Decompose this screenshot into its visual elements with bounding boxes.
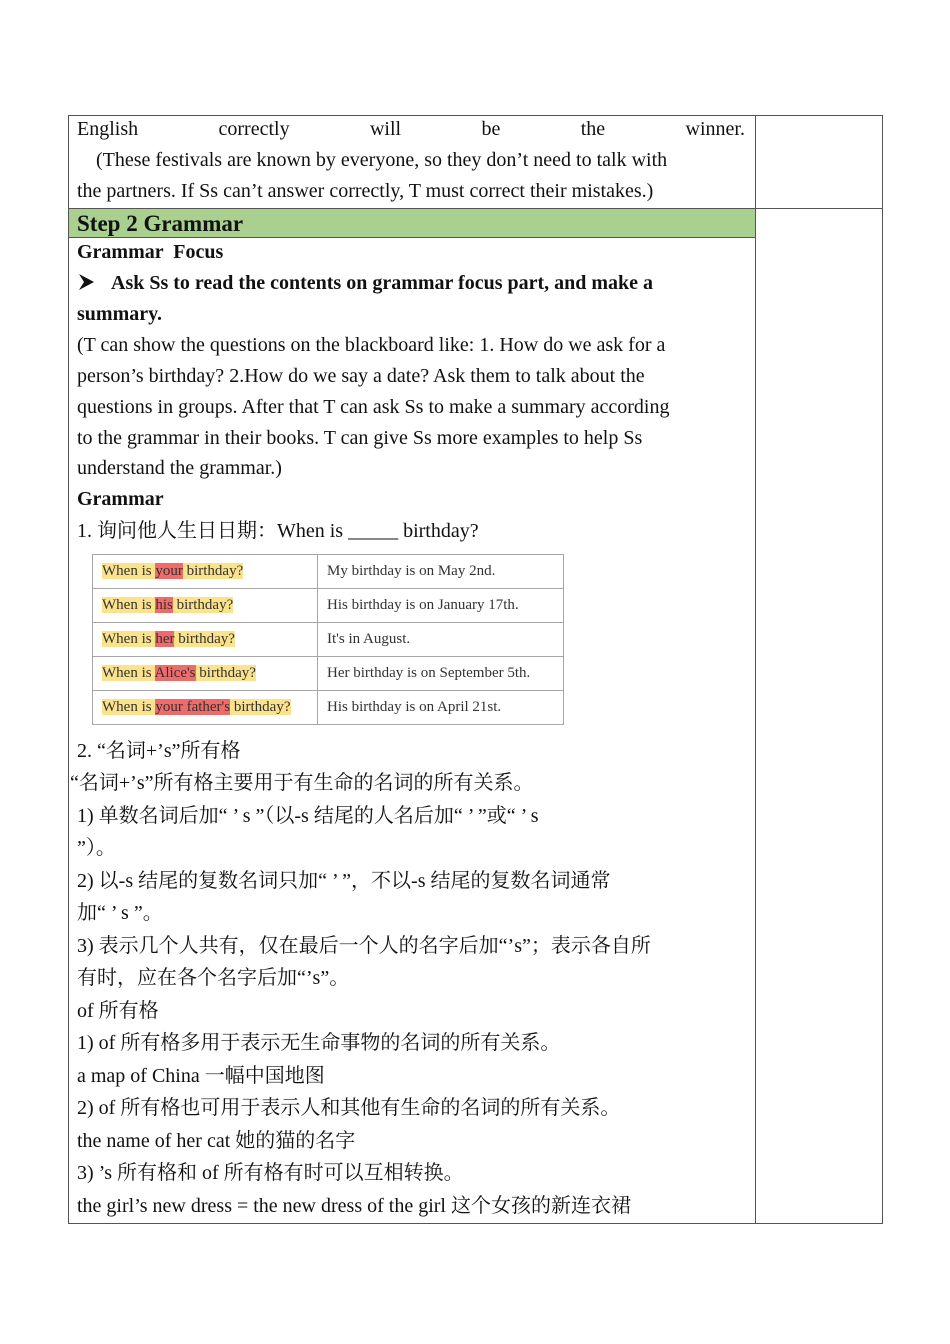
- rule-3-line-1: 3) 表示几个人共有，仅在最后一个人的名字后加“’s”；表示各自所: [77, 935, 651, 957]
- of-rule-3: 3) ’s 所有格和 of 所有格有时可以互相转换。: [77, 1162, 464, 1184]
- note-line-3: questions in groups. After that T can ask Ss to make a summary according: [77, 396, 670, 418]
- note-line-4: to the grammar in their books. T can give Ss more examples to help Ss: [77, 427, 643, 449]
- answer-cell: My birthday is on May 2nd.: [318, 555, 564, 589]
- question-cell: [93, 555, 318, 589]
- instruction-line-2: summary.: [77, 303, 162, 325]
- rule-1-line-1: 1) 单数名词后加“ ’ s ”（以-s 结尾的人名后加“ ’ ”或“ ’ s: [77, 805, 539, 827]
- of-example-1: a map of China 一幅中国地图: [77, 1065, 325, 1087]
- question-cell: [93, 691, 318, 725]
- question-highlight: your father's: [155, 699, 231, 715]
- note-line-5: understand the grammar.): [77, 457, 282, 479]
- rule-3-line-2: 有时，应在各个名字后加“’s”。: [77, 967, 350, 989]
- arrow-bullet-icon: [77, 273, 95, 291]
- top-line-1: English correctly will be the winner.: [77, 118, 745, 140]
- table-row: [93, 623, 564, 657]
- column-divider: [755, 115, 756, 1224]
- question-suffix: birthday?: [230, 699, 291, 715]
- question-suffix: birthday?: [172, 597, 234, 613]
- question-prefix: When is: [102, 699, 156, 715]
- question-cell: [93, 657, 318, 691]
- answer-cell: His birthday is on January 17th.: [318, 589, 564, 623]
- answer-cell: Her birthday is on September 5th.: [318, 657, 564, 691]
- table-row: [93, 589, 564, 623]
- point-2-title: 2. “名词+’s”所有格: [77, 740, 241, 762]
- rule-2-line-2: 加“ ’ s ”。: [77, 902, 163, 924]
- table-row: [93, 657, 564, 691]
- question-cell: [93, 623, 318, 657]
- of-rule-2: 2) of 所有格也可用于表示人和其他有生命的名词的所有关系。: [77, 1097, 621, 1119]
- question-prefix: When is: [102, 631, 156, 647]
- question-highlight: his: [155, 597, 173, 613]
- answer-cell: It's in August.: [318, 623, 564, 657]
- point-1: 1. 询问他人生日日期：When is _____ birthday?: [77, 520, 479, 542]
- question-highlight: your: [155, 563, 183, 579]
- grammar-heading: Grammar: [77, 488, 164, 510]
- top-line-2: (These festivals are known by everyone, so they don’t need to talk with: [96, 149, 668, 171]
- question-suffix: birthday?: [174, 631, 235, 647]
- answer-cell: His birthday is on April 21st.: [318, 691, 564, 725]
- question-prefix: When is: [102, 665, 155, 681]
- question-highlight: her: [155, 631, 175, 647]
- rule-1-line-2: ”）。: [77, 837, 116, 859]
- rule-2-line-1: 2) 以-s 结尾的复数名词只加“ ’ ”，不以-s 结尾的复数名词通常: [77, 870, 611, 892]
- question-cell: [93, 589, 318, 623]
- of-example-3: the girl’s new dress = the new dress of the girl 这个女孩的新连衣裙: [77, 1195, 631, 1217]
- of-title: of 所有格: [77, 1000, 159, 1022]
- step-title: Step 2 Grammar: [77, 211, 244, 236]
- table-row: [93, 691, 564, 725]
- table-row: [93, 555, 564, 589]
- instruction-line-1: [77, 268, 653, 299]
- grammar-focus-heading: Grammar Focus: [77, 241, 224, 263]
- question-prefix: When is: [102, 563, 156, 579]
- question-prefix: When is: [102, 597, 156, 613]
- note-line-2: person’s birthday? 2.How do we say a date? Ask them to talk about the: [77, 365, 645, 387]
- point-2-intro: “名词+’s”所有格主要用于有生命的名词的所有关系。: [70, 772, 534, 794]
- question-suffix: birthday?: [182, 563, 244, 579]
- top-line-3: the partners. If Ss can’t answer correctly, T must correct their mistakes.): [77, 180, 654, 202]
- of-rule-1: 1) of 所有格多用于表示无生命事物的名词的所有关系。: [77, 1032, 561, 1054]
- question-suffix: birthday?: [195, 665, 256, 681]
- question-highlight: Alice's: [154, 665, 196, 681]
- of-example-2: the name of her cat 她的猫的名字: [77, 1130, 356, 1152]
- instruction-text: Ask Ss to read the contents on grammar focus part, and make a: [111, 272, 654, 294]
- birthday-question-table: [92, 554, 564, 725]
- note-line-1: (T can show the questions on the blackboard like: 1. How do we ask for a: [77, 334, 666, 356]
